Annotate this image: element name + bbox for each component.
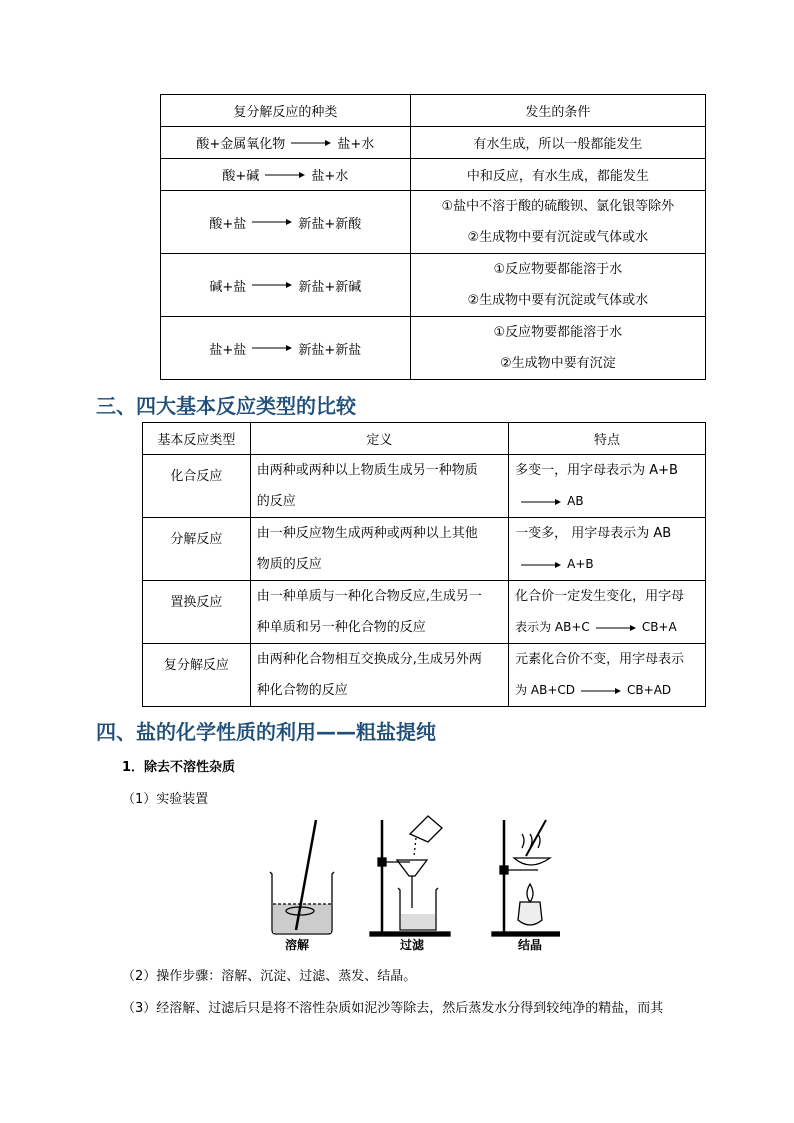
- definition-line: 由两种或两种以上物质生成另一种物质: [256, 463, 478, 478]
- condition-text: ②生成物中要有沉淀或气体或水: [467, 230, 649, 245]
- reactants: 盐+盐: [209, 342, 247, 358]
- definition-line: 由一种反应物生成两种或两种以上其他: [256, 526, 478, 541]
- table-row: [143, 644, 706, 707]
- arrow-icon: [596, 624, 636, 632]
- paragraph: （2）操作步骤：溶解、沉淀、过滤、蒸发、结晶。: [122, 969, 417, 984]
- reactants: 酸+金属氧化物: [196, 137, 286, 152]
- arrow-icon: [252, 344, 292, 352]
- arrow-icon: [252, 281, 292, 289]
- table-header-row: [161, 95, 706, 127]
- feature-product: CB+A: [641, 620, 677, 634]
- table-row: [161, 254, 706, 317]
- reaction-types-table: [142, 422, 706, 707]
- beaker-stir-icon: [270, 820, 334, 934]
- reactants: 碱+盐: [209, 279, 247, 295]
- reactants: 酸+碱: [222, 169, 260, 184]
- definition-line: 的反应: [256, 494, 296, 509]
- feature-prefix: 表示为 AB+C: [515, 620, 590, 634]
- condition-text: ②生成物中要有沉淀或气体或水: [467, 293, 649, 308]
- feature-product: A+B: [567, 557, 594, 571]
- condition-text: ①反应物要都能溶于水: [493, 325, 623, 340]
- table-row: [143, 455, 706, 518]
- products: 新盐+新盐: [298, 342, 362, 358]
- condition-text: 有水生成，所以一般都能发生: [410, 127, 705, 159]
- table-row: [161, 127, 706, 159]
- figure-label: 过滤: [399, 938, 424, 952]
- reactants: 酸+盐: [209, 216, 247, 232]
- section-title: 三、四大基本反应类型的比较: [96, 394, 356, 418]
- table-row: [143, 581, 706, 644]
- figure-label: 结晶: [517, 938, 542, 952]
- products: 新盐+新碱: [298, 279, 362, 295]
- table-row: [143, 518, 706, 581]
- reaction-conditions-table: [160, 94, 706, 380]
- reaction-type: 置换反应: [143, 581, 251, 644]
- arrow-icon: [521, 561, 561, 569]
- feature-product: CB+AD: [627, 683, 672, 697]
- condition-text: 中和反应，有水生成，都能发生: [410, 159, 705, 191]
- table-header-cell: 复分解反应的种类: [161, 95, 411, 127]
- definition-line: 由一种单质与一种化合物反应,生成另一: [256, 589, 482, 604]
- arrow-icon: [581, 687, 621, 695]
- figure-label: 溶解: [284, 938, 309, 952]
- table-header-cell: 定义: [250, 423, 508, 455]
- arrow-icon: [291, 139, 331, 147]
- arrow-icon: [265, 171, 305, 179]
- definition-line: 物质的反应: [256, 557, 322, 572]
- evaporation-stand-icon: [492, 820, 560, 936]
- reaction-type: 复分解反应: [143, 644, 251, 707]
- table-header-row: [143, 423, 706, 455]
- section-title: 四、盐的化学性质的利用——粗盐提纯: [96, 720, 436, 744]
- definition-line: 种单质和另一种化合物的反应: [256, 620, 426, 635]
- products: 盐+水: [337, 137, 375, 152]
- arrow-icon: [252, 218, 292, 226]
- products: 新盐+新酸: [298, 216, 362, 232]
- reaction-type: 分解反应: [143, 518, 251, 581]
- apparatus-figure: [260, 812, 560, 937]
- definition-line: 由两种化合物相互交换成分,生成另外两: [256, 652, 482, 667]
- condition-text: ②生成物中要有沉淀: [499, 356, 616, 371]
- paragraph: （3）经溶解、过滤后只是将不溶性杂质如泥沙等除去，然后蒸发水分得到较纯净的精盐，而其: [122, 1001, 664, 1016]
- feature-line: 化合价一定发生变化，用字母: [515, 589, 685, 604]
- feature-prefix: 为 AB+CD: [515, 683, 576, 697]
- table-row: [161, 159, 706, 191]
- condition-text: ①盐中不溶于酸的硫酸钡、氯化银等除外: [441, 199, 675, 214]
- table-row: [161, 317, 706, 380]
- filtration-stand-icon: [370, 816, 450, 936]
- feature-line: 多变一，用字母表示为 A+B: [515, 463, 678, 478]
- reaction-type: 化合反应: [143, 455, 251, 518]
- table-header-cell: 特点: [509, 423, 706, 455]
- feature-line: 一变多， 用字母表示为 AB: [515, 526, 672, 541]
- table-row: [161, 191, 706, 254]
- feature-product: AB: [567, 494, 584, 508]
- arrow-icon: [521, 498, 561, 506]
- subheading: 1．除去不溶性杂质: [122, 760, 236, 775]
- condition-text: ①反应物要都能溶于水: [493, 262, 623, 277]
- definition-line: 种化合物的反应: [256, 683, 348, 698]
- products: 盐+水: [311, 169, 349, 184]
- table-header-cell: 基本反应类型: [143, 423, 251, 455]
- paragraph: （1）实验装置: [122, 792, 209, 807]
- table-header-cell: 发生的条件: [410, 95, 705, 127]
- feature-line: 元素化合价不变，用字母表示: [515, 652, 685, 667]
